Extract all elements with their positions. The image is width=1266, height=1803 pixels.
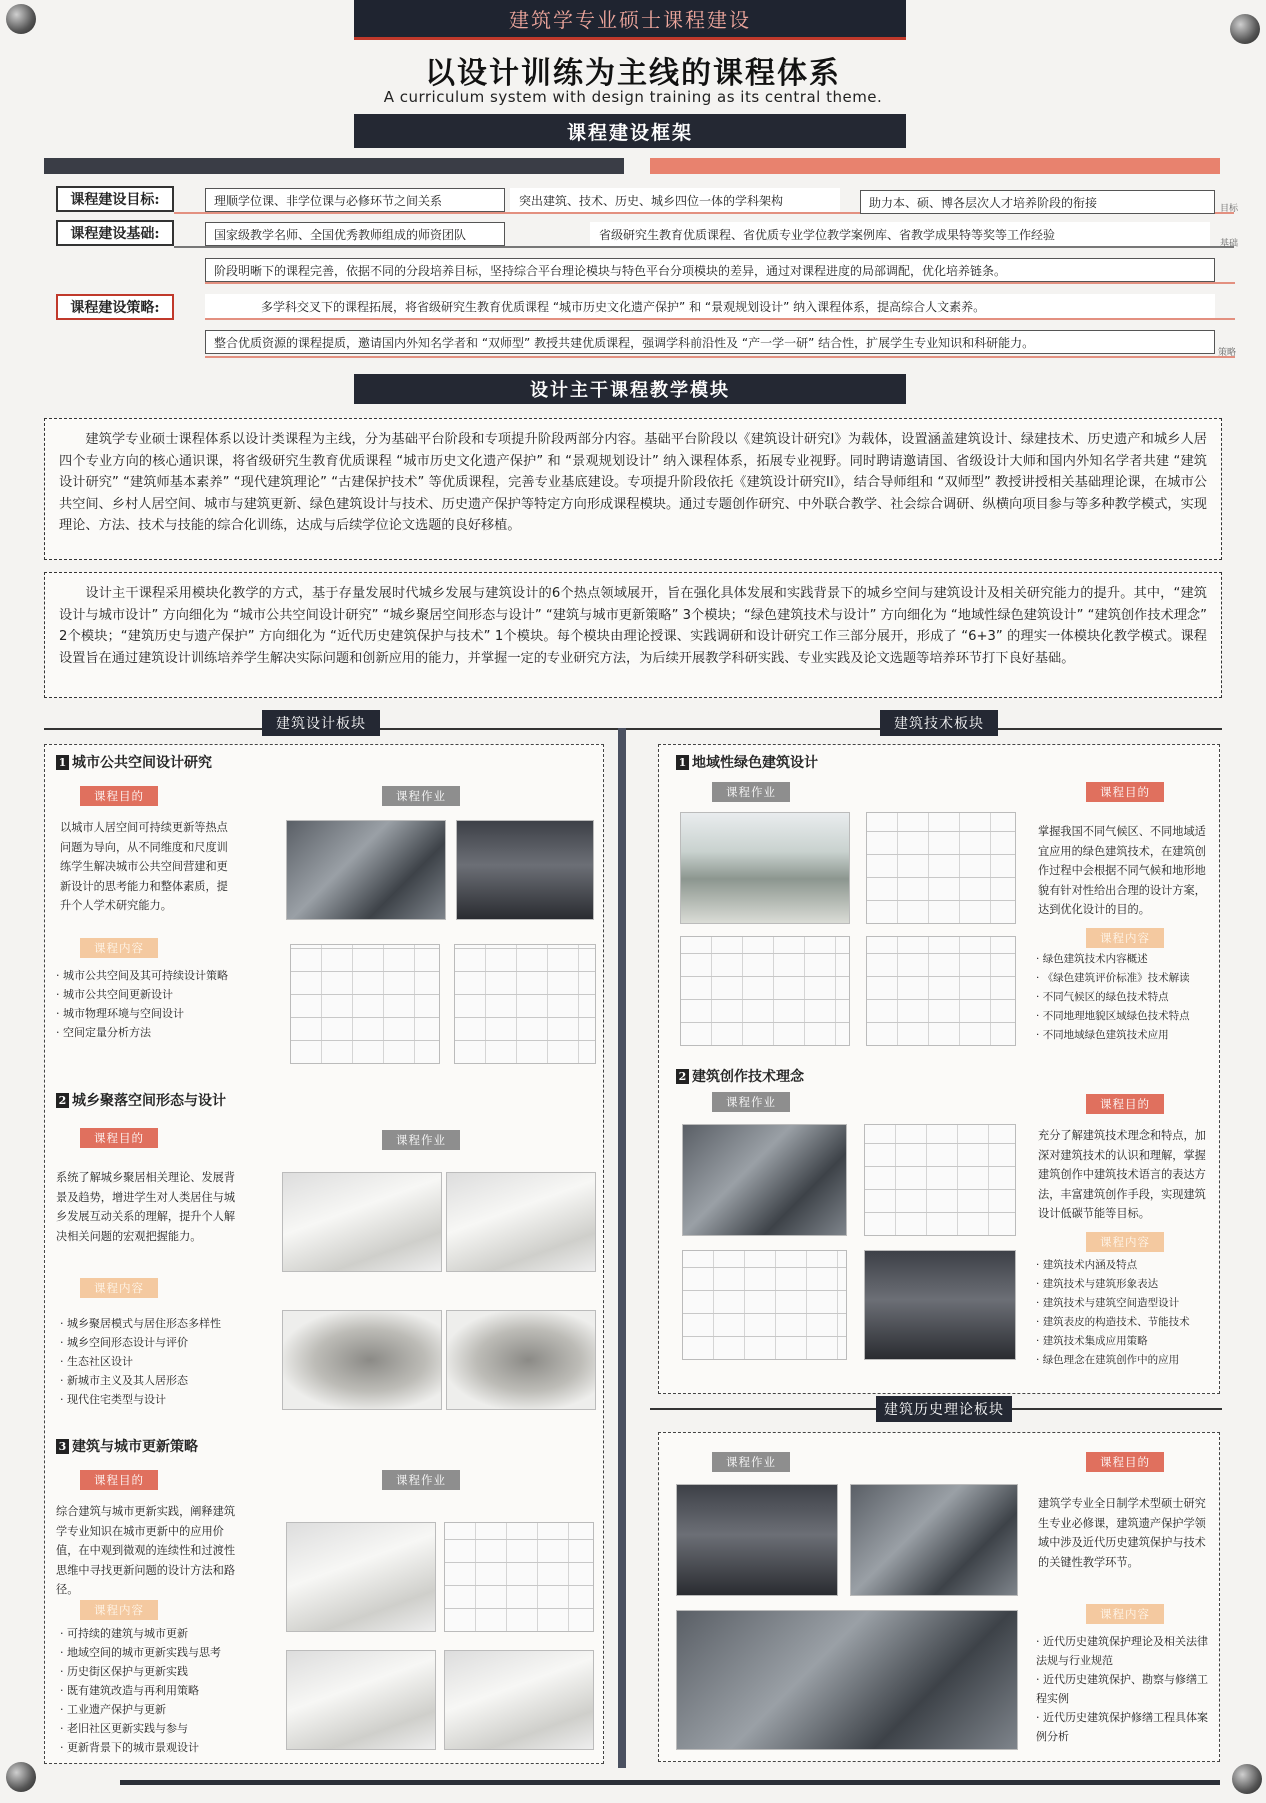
tag-purpose: 课程目的 — [1086, 782, 1164, 802]
module-title: 3 建筑与城市更新策略 — [56, 1436, 198, 1456]
aerial-render — [446, 1310, 596, 1410]
list-item: · 地域空间的城市更新实践与思考 — [60, 1643, 280, 1662]
list-item: · 老旧社区更新实践与参与 — [60, 1719, 280, 1738]
bottom-bar — [120, 1780, 1220, 1785]
basis-line — [174, 246, 1234, 248]
list-item: · 建筑表皮的构造技术、节能技术 — [1036, 1313, 1220, 1332]
list-item: · 城市公共空间及其可持续设计策略 — [56, 966, 256, 985]
strategy-item: 多学科交叉下的课程拓展，将省级研究生教育优质课程 “城市历史文化遗产保护” 和 “景观规划设计” 纳入课程体系，提高综合人文素养。 — [205, 294, 1215, 318]
tab-tech-block: 建筑技术板块 — [880, 710, 998, 736]
list-item: · 可持续的建筑与城市更新 — [60, 1624, 280, 1643]
list-item: · 既有建筑改造与再利用策略 — [60, 1681, 280, 1700]
history-content-list — [1036, 1632, 1214, 1746]
structure-model — [864, 1124, 1016, 1236]
tab-design-block: 建筑设计板块 — [262, 710, 380, 736]
list-item: · 生态社区设计 — [60, 1352, 260, 1371]
page-subtitle: A curriculum system with design training as its central theme. — [383, 88, 883, 106]
banner-text: 建筑学专业硕士课程建设 — [509, 8, 751, 32]
tag-purpose: 课程目的 — [80, 786, 158, 806]
goal-item: 突出建筑、技术、历史、城乡四位一体的学科架构 — [510, 188, 840, 212]
list-item: · 建筑技术与建筑空间造型设计 — [1036, 1294, 1220, 1313]
list-item: · 建筑技术集成应用策略 — [1036, 1332, 1220, 1351]
settlement-sketch — [282, 1172, 442, 1272]
terrain-sketch — [446, 1172, 596, 1272]
goal-item: 助力本、硕、博各层次人才培养阶段的衔接 — [860, 190, 1215, 214]
basis-label: 课程建设基础: — [56, 220, 174, 246]
aerial-photo — [286, 820, 446, 920]
module-content-list — [60, 1314, 260, 1409]
historic-building-photo — [850, 1484, 1018, 1596]
basis-item: 国家级教学名师、全国优秀教师组成的师资团队 — [205, 222, 505, 246]
module-purpose: 综合建筑与城市更新实践，阐释建筑学专业知识在城市更新中的应用价值，在中观到微观的连续性和过渡性思维中寻找更新问题的设计方法和路径。 — [56, 1505, 236, 1596]
list-item: · 城市物理环境与空间设计 — [56, 1004, 256, 1023]
list-item: · 历史街区保护与更新实践 — [60, 1662, 280, 1681]
module-title: 1 地域性绿色建筑设计 — [676, 752, 818, 772]
intro-paragraph-2: 设计主干课程采用模块化教学的方式，基于存量发展时代城乡发展与建筑设计的6个热点领域展开，旨在强化具体发展和实践背景下的城乡空间与建筑设计及相关研究能力的提升。其中，“建筑设计与城市设计” 方向细化为 “城市公共空间设计研究” “城乡聚居空间形态与设计” “建筑与城市更新策略” 3个模块；“绿色建筑技术与设计” 方向细化为 “地域性绿色建筑设计” “建筑创作技术理念” 2个模块；“建筑历史与遗产保护” 方向细化为 “近代历史建筑保护与技术” 1个模块。每个模块由理论授课、实践调研和设计研究工作三部分展开，形成了 “6+3” 的理实一体模块化教学模式。课程设置旨在通过建筑设计训练培养学生解决实际问题和创新应用的能力，并掌握一定的专业研究方法，为后续开展教学科研实践、专业实践及论文选题等培养环节打下良好基础。 — [44, 572, 1222, 698]
list-item: · 不同地理地貌区域绿色技术特点 — [1036, 1007, 1220, 1026]
tag-basis: 基础 — [1220, 239, 1239, 249]
module-purpose: 掌握我国不同气候区、不同地域适宜应用的绿色建筑技术，在建筑创作过程中会根据不同气候和地形地貌有针对性给出合理的设计方案，达到优化设计的目的。 — [1038, 825, 1206, 916]
detail-drawings — [682, 1250, 847, 1360]
module-title: 1 城市公共空间设计研究 — [56, 752, 212, 772]
historic-site-photo — [676, 1484, 838, 1596]
tag-purpose: 课程目的 — [1086, 1094, 1164, 1114]
list-item: · 现代住宅类型与设计 — [60, 1390, 260, 1409]
facade-render — [864, 1250, 1016, 1360]
header-banner — [354, 0, 906, 40]
restoration-panorama — [676, 1610, 1018, 1750]
page-title: 以设计训练为主线的课程体系 — [425, 56, 841, 91]
streetscape-sketch — [444, 1650, 594, 1750]
list-item: · 城乡聚居模式与居住形态多样性 — [60, 1314, 260, 1333]
list-item: · 近代历史建筑保护理论及相关法律法规与行业规范 — [1036, 1632, 1214, 1670]
list-item: · 不同地域绿色建筑技术应用 — [1036, 1026, 1220, 1045]
tag-content: 课程内容 — [1086, 1604, 1164, 1624]
section-diagrams — [680, 936, 850, 1046]
module-content-list — [56, 966, 256, 1042]
module-content-list — [1036, 1256, 1220, 1370]
tag-content: 课程内容 — [80, 1278, 158, 1298]
list-item: · 绿色理念在建筑创作中的应用 — [1036, 1351, 1220, 1370]
strategy-item: 整合优质资源的课程提质，邀请国内外知名学者和 “双师型” 教授共建优质课程，强调学科前沿性及 “产一学一研” 结合性，扩展学生专业知识和科研能力。 — [205, 330, 1215, 354]
strategy-line — [205, 356, 1235, 358]
module-purpose: 充分了解建筑技术理念和特点，加深对建筑技术的认识和理解，掌握建筑创作中建筑技术语言的表达方法，丰富建筑创作手段，实现建筑设计低碳节能等目标。 — [1038, 1129, 1206, 1220]
block-plan — [444, 1522, 594, 1632]
tag-homework: 课程作业 — [382, 1130, 460, 1150]
pushpin-icon — [6, 4, 36, 34]
tag-content: 课程内容 — [1086, 928, 1164, 948]
module-purpose: 系统了解城乡聚居相关理论、发展背景及趋势，增进学生对人类居住与城乡发展互动关系的理解，提升个人解决相关问题的宏观把握能力。 — [56, 1171, 236, 1243]
list-item: · 新城市主义及其人居形态 — [60, 1371, 260, 1390]
list-item: · 空间定量分析方法 — [56, 1023, 256, 1042]
list-item: · 建筑技术内涵及特点 — [1036, 1256, 1220, 1275]
axonometric-drawing — [286, 1522, 436, 1632]
goal-label: 课程建设目标: — [56, 186, 174, 212]
module-title: 2 城乡聚落空间形态与设计 — [56, 1090, 226, 1110]
list-item: · 工业遗产保护与更新 — [60, 1700, 280, 1719]
list-item: · 建筑技术与建筑形象表达 — [1036, 1275, 1220, 1294]
section-drawing — [454, 944, 596, 1064]
list-item: · 更新背景下的城市景观设计 — [60, 1738, 280, 1757]
module-title: 2 建筑创作技术理念 — [676, 1066, 804, 1086]
tag-purpose: 课程目的 — [1086, 1452, 1164, 1472]
tag-content: 课程内容 — [1086, 1232, 1164, 1252]
tag-homework: 课程作业 — [382, 786, 460, 806]
basis-item: 省级研究生教育优质课程、省优质专业学位教学案例库、省教学成果特等奖等工作经验 — [590, 222, 1210, 246]
column-divider — [618, 728, 626, 1768]
tag-homework: 课程作业 — [712, 1092, 790, 1112]
list-item: · 城市公共空间更新设计 — [56, 985, 256, 1004]
strategy-label: 课程建设策略: — [56, 294, 174, 320]
goal-item: 理顺学位课、非学位课与必修环节之间关系 — [205, 188, 505, 212]
elevation-drawings — [866, 936, 1016, 1046]
pushpin-icon — [1230, 14, 1260, 44]
tag-homework: 课程作业 — [712, 1452, 790, 1472]
plan-drawing — [290, 944, 440, 1064]
tag-homework: 课程作业 — [382, 1470, 460, 1490]
tag-content: 课程内容 — [80, 938, 158, 958]
modules-heading: 设计主干课程教学模块 — [354, 374, 906, 404]
list-item: · 近代历史建筑保护修缮工程具体案例分析 — [1036, 1708, 1214, 1746]
tab-history-block: 建筑历史理论板块 — [876, 1396, 1012, 1422]
module-purpose: 以城市人居空间可持续更新等热点问题为导向，从不同维度和尺度训练学生解决城市公共空间营建和更新设计的思考能力和整体素质，提升个人学术研究能力。 — [60, 821, 228, 912]
intro-paragraph-1: 建筑学专业硕士课程体系以设计类课程为主线，分为基础平台阶段和专项提升阶段两部分内容。基础平台阶段以《建筑设计研究I》为载体，设置涵盖建筑设计、绿建技术、历史遗产和城乡人居四个专业方向的核心通识课，将省级研究生教育优质课程 “城市历史文化遗产保护” 和 “景观规划设计” 纳入课程体系，拓展专业视野。同时聘请邀请国、省级设计大师和国内外知名学者共建 “建筑设计研究” “建筑师基本素养” “现代建筑理论” “古建保护技术” 等优质课程，完善专业基底建设。专项提升阶段依托《建筑设计研究II》，结合导师组和 “双师型” 教授讲授相关基础理论课，在城市公共空间、乡村人居空间、城市与建筑更新、绿色建筑设计与技术、历史遗产保护等特定方向形成课程模块。通过专题创作研究、中外联合教学、社会综合调研、纵横向项目参与等多种教学模式，实现理论、方法、技术与技能的综合化训练，达成与后续学位论文选题的良好移植。 — [44, 418, 1222, 560]
list-item: · 不同气候区的绿色技术特点 — [1036, 988, 1220, 1007]
building-photo — [682, 1124, 847, 1236]
stripe-dark — [44, 158, 624, 174]
strategy-line — [205, 318, 1235, 320]
tag-goal: 目标 — [1220, 204, 1239, 214]
tag-strategy: 策略 — [1218, 348, 1237, 358]
list-item: · 《绿色建筑评价标准》技术解读 — [1036, 969, 1220, 988]
tag-homework: 课程作业 — [712, 782, 790, 802]
pushpin-icon — [1232, 1764, 1262, 1794]
list-item: · 城乡空间形态设计与评价 — [60, 1333, 260, 1352]
list-item: · 绿色建筑技术内容概述 — [1036, 950, 1220, 969]
framework-heading: 课程建设框架 — [354, 114, 906, 148]
tag-content: 课程内容 — [80, 1600, 158, 1620]
list-item: · 近代历史建筑保护、勘察与修缮工程实例 — [1036, 1670, 1214, 1708]
stripe-red — [650, 158, 1220, 174]
pushpin-icon — [6, 1762, 36, 1792]
site-plan — [866, 812, 1016, 924]
urban-axonometric — [286, 1650, 436, 1750]
settlement-model — [282, 1310, 442, 1410]
strategy-item: 阶段明晰下的课程完善，依据不同的分段培养目标，坚持综合平台理论模块与特色平台分项模块的差异，通过对课程进度的局部调配，优化培养链条。 — [205, 258, 1215, 282]
strategy-line — [205, 282, 1235, 284]
module-content-list — [60, 1624, 280, 1757]
tag-purpose: 课程目的 — [80, 1128, 158, 1148]
tag-purpose: 课程目的 — [80, 1470, 158, 1490]
street-photo — [456, 820, 594, 920]
history-purpose: 建筑学专业全日制学术型硕士研究生专业必修课，建筑遗产保护学领域中涉及近代历史建筑保护与技术的关键性教学环节。 — [1038, 1497, 1206, 1569]
mountain-village-render — [680, 812, 850, 924]
module-content-list — [1036, 950, 1220, 1045]
